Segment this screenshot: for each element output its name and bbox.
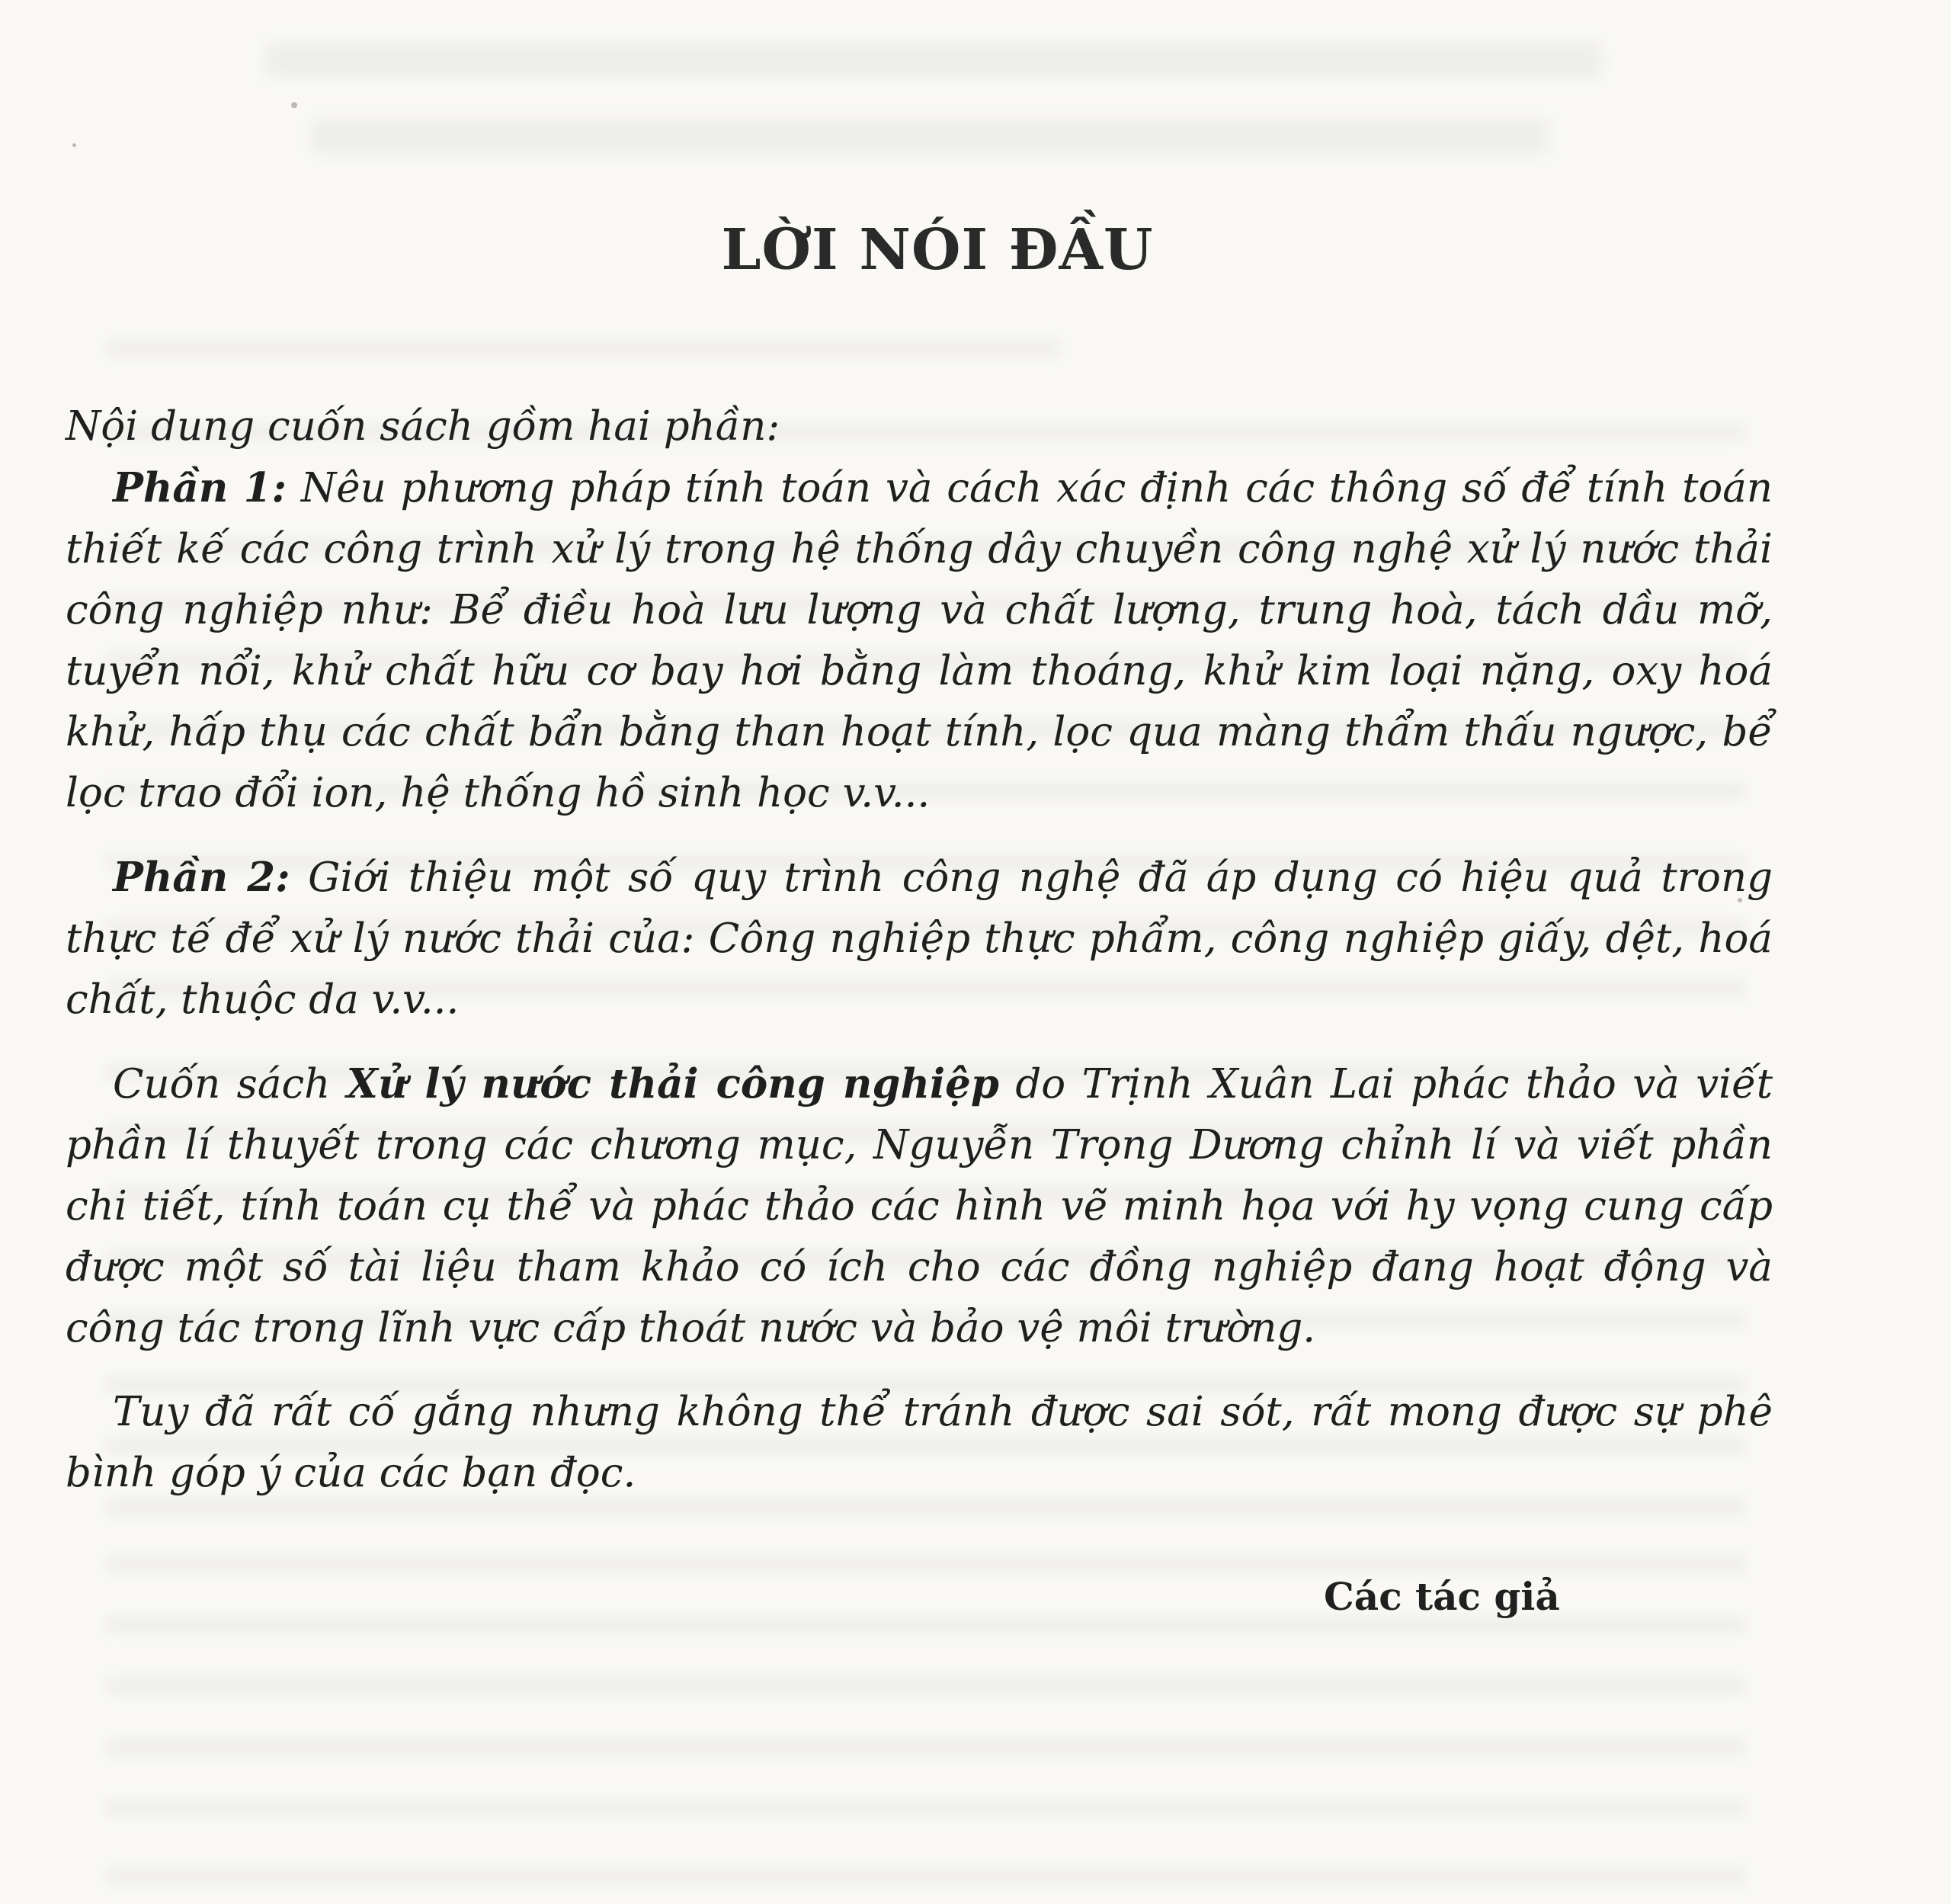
ghost-text-line xyxy=(107,1738,1745,1756)
intro-text: Nội dung cuốn sách gồm hai phần: xyxy=(66,403,780,450)
book-note-before: Cuốn sách xyxy=(113,1061,347,1107)
closing-text: Tuy đã rất cố gắng nhưng không thể tránh được sai sót, rất mong được sự phê bình góp ý của các bạn đọc. xyxy=(66,1389,1773,1496)
book-title: Xử lý nước thải công nghiệp xyxy=(346,1060,999,1107)
ghost-heading-line xyxy=(312,120,1547,152)
ghost-text-line xyxy=(107,1799,1745,1817)
ghost-heading-line xyxy=(267,44,1600,76)
authors-signature: Các tác giả xyxy=(1324,1574,1560,1619)
part-2-text: Giới thiệu một số quy trình công nghệ đã áp dụng có hiệu quả trong thực tế để xử lý nước thải của: Công nghiệp thực phẩm, công nghiệp giấy, dệt, hoá chất, thuộc da v.v... xyxy=(66,854,1773,1023)
part-2-paragraph xyxy=(66,847,1773,1031)
body-text xyxy=(66,396,1773,1504)
ghost-text-line xyxy=(107,1867,1745,1886)
scan-speck xyxy=(1738,898,1742,902)
book-note-after: do Trịnh Xuân Lai phác thảo và viết phần lí thuyết trong các chương mục, Nguyễn Trọng Dương chỉnh lí và viết phần chi tiết, tính toán cụ thể và phác thảo các hình vẽ minh họa với hy vọng cung cấp được một số tài liệu tham khảo có ích cho các đồng nghiệp đang hoạt động và công tác trong lĩnh vực cấp thoát nước và bảo vệ môi trường. xyxy=(66,1061,1773,1351)
book-note-paragraph xyxy=(66,1053,1773,1359)
scan-speck xyxy=(291,102,297,108)
part-2-label: Phần 2: xyxy=(113,854,290,901)
part-1-text: Nêu phương pháp tính toán và cách xác định các thông số để tính toán thiết kế các công trình xử lý trong hệ thống dây chuyền công nghệ xử lý nước thải công nghiệp như: Bể điều hoà lưu lượng và chất lượng, trung hoà, tách dầu mỡ, tuyển nổi, khử chất hữu cơ bay hơi bằng làm thoáng, khử kim loại nặng, oxy hoá khử, hấp thụ các chất bẩn bằng than hoạt tính, lọc qua màng thẩm thấu ngược, bể lọc trao đổi ion, hệ thống hồ sinh học v.v... xyxy=(66,465,1773,816)
closing-paragraph xyxy=(66,1382,1773,1504)
intro-paragraph xyxy=(66,396,1773,457)
page-title: LỜI NÓI ĐẦU xyxy=(721,217,1154,283)
ghost-text-line xyxy=(107,1555,1745,1573)
ghost-text-line xyxy=(107,339,1059,357)
part-1-label: Phần 1: xyxy=(113,464,287,511)
part-1-paragraph xyxy=(66,457,1773,824)
ghost-text-line xyxy=(107,1677,1745,1695)
scan-speck xyxy=(72,143,76,147)
